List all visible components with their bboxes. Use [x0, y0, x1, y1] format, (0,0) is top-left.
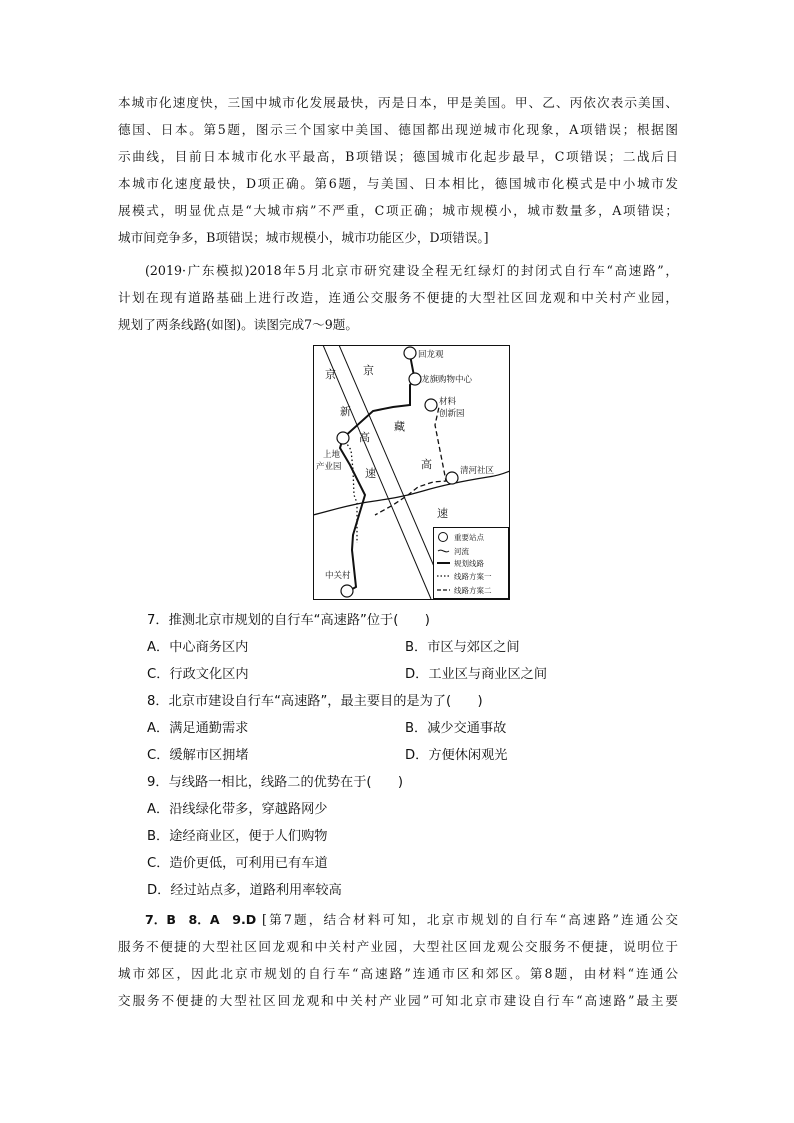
- legend-planned: 规划线路: [454, 559, 484, 568]
- question-7-option-c: C．行政文化区内: [147, 667, 249, 682]
- question-7-option-a: A．中心商务区内: [147, 640, 249, 655]
- label-zhongguancun: 中关村: [325, 571, 351, 581]
- station-zhongguancun: [341, 585, 353, 597]
- label-cailiao: 材料: [439, 397, 457, 407]
- legend-river: 河流: [454, 547, 469, 556]
- material-line-3: 规划了两条线路(如图)。读图完成7～9题。: [118, 317, 358, 332]
- label-qinghe: 清河社区: [460, 466, 495, 476]
- explanation-line-6: 城市间竞争多，B项错误；城市规模小，城市功能区少，D项错误。]: [118, 230, 489, 245]
- question-9-option-b: B．途经商业区，便于人们购物: [147, 829, 328, 844]
- material-line-1: (2019·广东模拟)2018年5月北京市研究建设全程无红绿灯的封闭式自行车“高速路”，: [145, 263, 678, 278]
- legend-station: 重要站点: [454, 533, 484, 542]
- answer-line-2: 服务不便捷的大型社区回龙观和中关村产业园，大型社区回龙观公交服务不便捷，说明位于: [118, 939, 678, 954]
- expressway-char: 京: [363, 364, 374, 377]
- legend-station-icon: [439, 533, 448, 542]
- route-map: [313, 345, 510, 600]
- question-7-option-d: D．工业区与商业区之间: [405, 667, 548, 682]
- expressway-char: 藏: [394, 420, 405, 433]
- explanation-line-5: 展模式，明显优点是“大城市病”不严重，C项正确；城市规模小，城市数量多，A项错误；: [118, 203, 678, 218]
- label-longqi: 龙旗购物中心: [421, 375, 473, 385]
- expressway-char: 高: [359, 431, 370, 444]
- expressway-char: 新: [340, 405, 351, 418]
- question-9-option-c: C．造价更低，可利用已有车道: [147, 856, 328, 871]
- label-chuangxin: 创新园: [439, 409, 465, 419]
- question-8-option-c: C．缓解市区拥堵: [147, 748, 249, 763]
- answer-key: 7．B 8．A 9.D: [145, 912, 257, 927]
- question-8-option-b: B．减少交通事故: [405, 721, 507, 736]
- answer-line-3: 城市郊区，因此北京市规划的自行车“高速路”连通市区和郊区。第8题，由材料“连通公: [118, 966, 678, 981]
- expressway-char: 速: [437, 507, 448, 520]
- station-qinghe: [446, 472, 458, 484]
- legend-option-1: 线路方案一: [454, 572, 492, 581]
- explanation-line-2: 德国、日本。第5题，图示三个国家中美国、德国都出现逆城市化现象，A项错误；根据图: [118, 122, 678, 137]
- question-8-option-a: A．满足通勤需求: [147, 721, 249, 736]
- question-9-stem: 9．与线路一相比，线路二的优势在于( ): [147, 775, 404, 790]
- label-shangdi-1: 上地: [323, 450, 341, 460]
- station-huilongguan: [404, 347, 416, 359]
- expressway-char: 高: [421, 458, 432, 471]
- question-9-option-d: D．经过站点多，道路利用率较高: [147, 883, 342, 898]
- label-huilongguan: 回龙观: [418, 350, 444, 360]
- material-line-2: 计划在现有道路基础上进行改造，连通公交服务不便捷的大型社区回龙观和中关村产业园，: [118, 290, 678, 305]
- answer-line-4: 交服务不便捷的大型社区回龙观和中关村产业园”可知北京市建设自行车“高速路”最主要: [118, 993, 678, 1008]
- expressway-char: 速: [365, 467, 376, 480]
- label-shangdi-2: 产业园: [316, 462, 342, 472]
- question-7-stem: 7．推测北京市规划的自行车“高速路”位于( ): [147, 613, 430, 628]
- answer-line-1: [第7题，结合材料可知，北京市规划的自行车“高速路”连通公交: [262, 912, 678, 927]
- station-cailiao: [425, 399, 437, 411]
- question-9-option-a: A．沿线绿化带多，穿越路网少: [147, 802, 328, 817]
- station-longqi: [409, 373, 421, 385]
- station-shangdi: [337, 432, 349, 444]
- legend-option-2: 线路方案二: [454, 586, 492, 595]
- question-7-option-b: B．市区与郊区之间: [405, 640, 520, 655]
- explanation-line-3: 示曲线，目前日本城市化水平最高，B项错误；德国城市化起步最早，C项错误；二战后日: [118, 149, 678, 164]
- explanation-line-1: 本城市化速度快，三国中城市化发展最快，丙是日本，甲是美国。甲、乙、丙依次表示美国、: [118, 95, 678, 110]
- explanation-line-4: 本城市化速度最快，D项正确。第6题，与美国、日本相比，德国城市化模式是中小城市发: [118, 176, 678, 191]
- question-8-stem: 8．北京市建设自行车“高速路”，最主要目的是为了( ): [147, 694, 483, 709]
- expressway-char: 京: [325, 368, 336, 381]
- question-8-option-d: D．方便休闲观光: [405, 748, 508, 763]
